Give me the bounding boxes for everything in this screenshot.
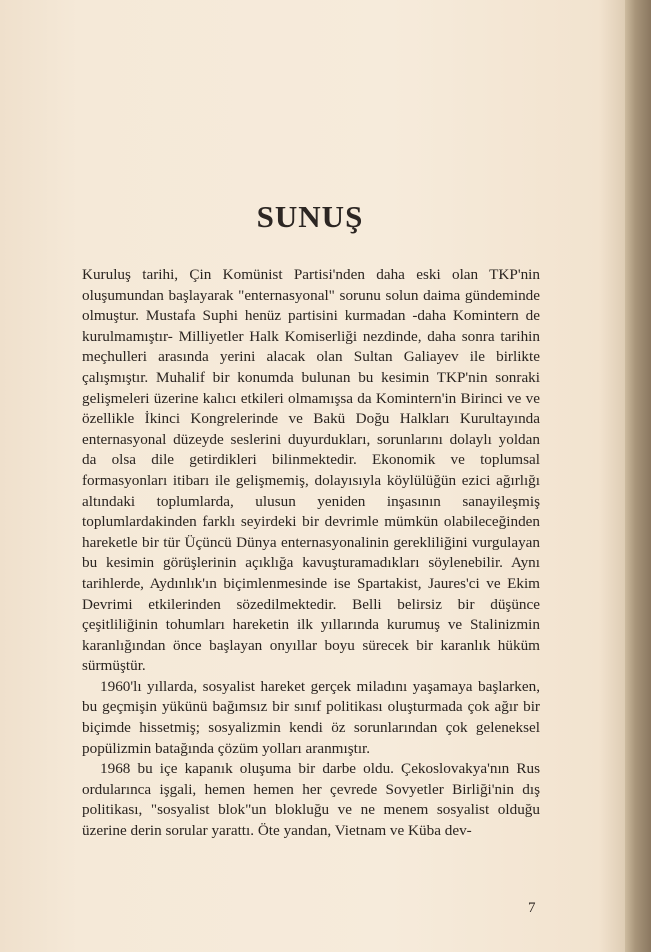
chapter-title: SUNUŞ bbox=[256, 198, 364, 234]
paragraph-3: 1968 bu içe kapanık oluşuma bir darbe oldu. Çekoslovakya'nın Rus ordularınca işgali, hemen hemen her çevrede Sovyetler Birliği'nin dış politikası, "sosyalist blok"un blokluğu ve ne menem sosyalist olduğu üzerine derin sorular yarattı. Öte yandan, Vietnam ve Küba dev- bbox=[82, 760, 540, 840]
chapter-body bbox=[82, 265, 540, 842]
paragraph-1: Kuruluş tarihi, Çin Komünist Partisi'nden daha eski olan TKP'nin oluşumundan başlayarak "enternasyonal" sorunu solun daima gündeminde olmuştur. Mustafa Suphi henüz partisini kurmadan -daha Komintern de kurulmamıştır- Milliyetler Halk Komiserliği nezdinde, daha sonra tarihin meçhulleri arasında yerini alacak olan Sultan Galiayev ile birlikte çalışmıştır. Muhalif bir konumda bulunan bu kesimin TKP'nin sonraki gelişmeleri üzerine kalıcı etkileri olmamışsa da Komintern'in Birinci ve ve özellikle İkinci Kongrelerinde ve Bakü Doğu Halkları Kurultayında enternasyonal düzeyde seslerini duyurdukları, sorunlarını dolaylı yoldan da olsa dile getirdikleri bilinmektedir. Ekonomik ve toplumsal formasyonları itibarı ile gelişmemiş, dolayısıyla köylülüğün ezici ağırlığı altındaki toplumlarda, ulusun yeniden inşasının sanayileşmiş toplumlardakinden farklı seyirdeki bir devrimle mümkün olabileceğinden hareketle bir tür Üçüncü Dünya enternasyonalinin gerekliliğini vurgulayan bu kesimin görüşlerinin açıklığa kavuşturamadıkları söylenebilir. Aynı tarihlerde, Aydınlık'ın biçimlenmesinde ise Spartakist, Jaures'ci ve Ekim Devrimi etkilerinden sözedilmektedir. Belli belirsiz bir düşünce çeşitliliğinin tohumları hareketin ilk yıllarında kurumuş ve Stalinizmin karanlığından önce başlayan onyıllar boyu sürecek bir karanlık hüküm sürmüştür. bbox=[82, 266, 540, 675]
page-number: 7 bbox=[528, 900, 536, 916]
book-spine-shadow bbox=[625, 0, 651, 952]
paragraph-2: 1960'lı yıllarda, sosyalist hareket gerçek miladını yaşamaya başlarken, bu geçmişin yükünü bağımsız bir sınıf politikası oluşturmada çok ağır bir biçimde hissetmiş; sosyalizmin kendi öz sorunlarından çok geleneksel popülizmin batağında çözüm yolları aranmıştır. bbox=[82, 677, 540, 757]
